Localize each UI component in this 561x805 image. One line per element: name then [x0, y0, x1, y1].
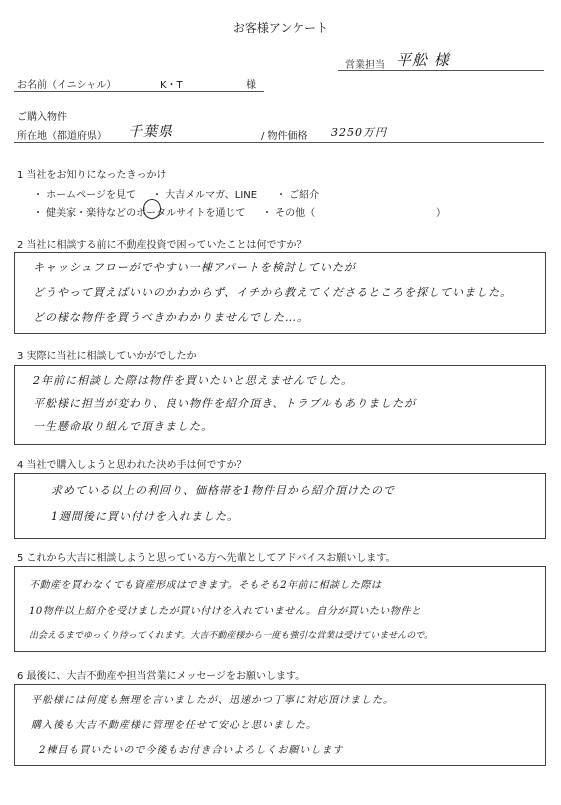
name-underline — [14, 91, 264, 92]
price-label: / 物件価格 — [261, 131, 308, 142]
location-value: 千葉県 — [128, 124, 173, 140]
q1-option-portal: ・ 健美家・楽待などのポータルサイトを通じて — [33, 208, 246, 219]
property-underline — [14, 142, 544, 143]
sales-value: 平舩 様 — [396, 51, 450, 69]
name-suffix: 様 — [246, 80, 256, 91]
sales-label: 営業担当 — [345, 60, 385, 71]
q6-answer-line: 平舩様には何度も無理を言いましたが、迅速かつ丁寧に対応頂けました。 — [31, 695, 394, 706]
q6-question: 6 最後に、大吉不動産や担当営業にメッセージをお願いします。 — [17, 671, 306, 682]
q3-answer-line: 一生懸命取り組んで頂きました。 — [33, 420, 213, 433]
q4-answer-line: 求めている以上の利回り、価格帯を1物件目から紹介頂けたので — [51, 484, 395, 497]
name-value: K・T — [160, 80, 183, 91]
q1-option-referral: ・ ご紹介 — [276, 190, 320, 201]
q3-answer-box — [14, 365, 546, 445]
q1-question: 1 当社をお知りになったきっかけ — [17, 170, 167, 181]
q2-answer-line: キャッシュフローがでやすい一棟アパートを検討していたが — [33, 261, 356, 274]
q4-answer-line: 1週間後に買い付けを入れました。 — [51, 510, 239, 523]
q2-answer-line: どの様な物件を買うべきかわかりませんでした…。 — [33, 311, 309, 324]
q1-option-mailmag: ・ 大吉メルマガ、LINE — [152, 190, 258, 201]
sales-underline — [338, 70, 544, 71]
page-title: お客様アンケート — [232, 21, 329, 35]
q2-answer-box — [14, 252, 546, 334]
location-label: 所在地（都道府県） — [17, 131, 107, 142]
q5-answer-line: 10物件以上紹介を受けましたが買い付けを入れていません。自分が買いたい物件と — [29, 606, 422, 617]
q3-answer-line: 2年前に相談した際は物件を買いたいと思えませんでした。 — [33, 374, 353, 387]
q1-selection-circle — [143, 199, 161, 219]
property-heading: ご購入物件 — [17, 112, 67, 123]
q5-question: 5 これから大吉に相談しようと思っている方へ先輩としてアドバイスお願いします。 — [17, 553, 396, 564]
q5-answer-line: 不動産を買わなくても資産形成はできます。そもそも2年前に相談した際は — [29, 580, 382, 591]
q3-question: 3 実際に当社に相談していかがでしたか — [17, 351, 197, 362]
q2-answer-line: どうやって買えばいいのかわからず、イチから教えてくださるところを探していました。 — [33, 286, 513, 299]
q4-answer-box — [14, 473, 546, 539]
name-label: お名前（イニシャル） — [17, 80, 117, 91]
q6-answer-box — [14, 684, 546, 766]
q5-answer-box — [14, 566, 546, 652]
q4-question: 4 当社で購入しようと思われた決め手は何ですか？ — [17, 460, 247, 471]
q5-answer-line: 出会えるまでゆっくり待ってくれます。大吉不動産様から一度も強引な営業は受けていませんので。 — [29, 631, 434, 641]
q1-option-other: ・ その他（ — [262, 208, 316, 219]
price-value: 3250万円 — [331, 126, 387, 139]
q3-answer-line: 平舩様に担当が変わり、良い物件を紹介頂き、トラブルもありましたが — [33, 397, 417, 410]
q1-option-homepage: ・ ホームページを見て — [33, 190, 136, 201]
q1-option-other-close: ） — [436, 208, 446, 219]
q2-question: 2 当社に相談する前に不動産投資で困っていたことは何ですか？ — [17, 240, 307, 251]
q6-answer-line: 2棟目も買いたいので今後もお付き合いよろしくお願いします — [39, 745, 344, 756]
q6-answer-line: 購入後も大吉不動産様に管理を任せて安心と思いました。 — [31, 720, 317, 731]
